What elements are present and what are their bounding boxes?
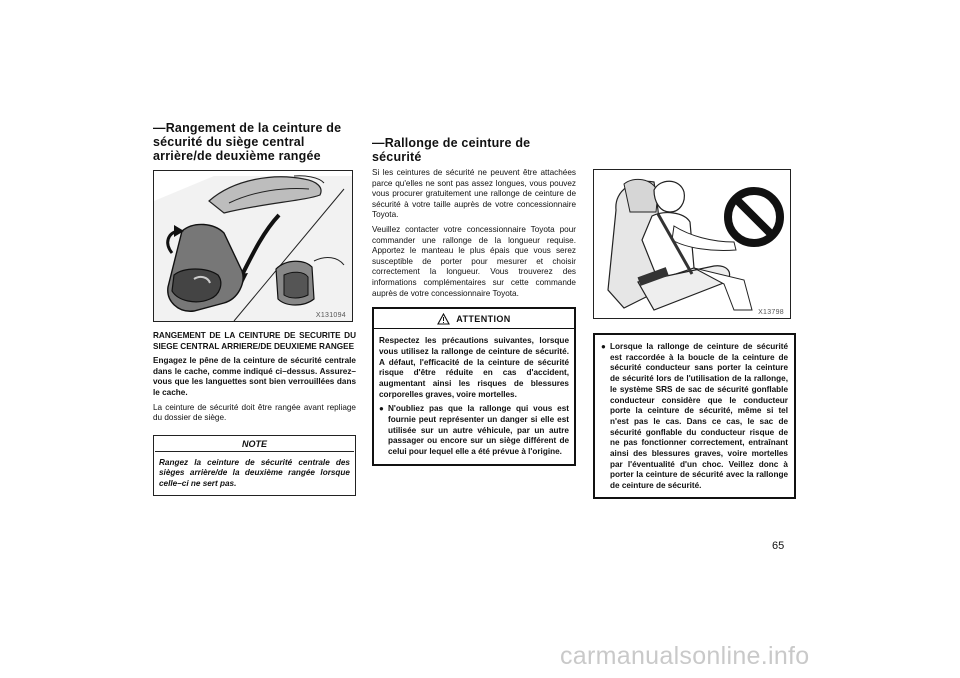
note-body: Rangez la ceinture de sécurité centrale des sièges arrière/de la deuxième rangée lorsque celle–ci ne sert pas. xyxy=(159,457,350,488)
attention-paragraph: Respectez les précautions suivantes, lorsque vous utilisez la rallonge de ceinture de sécurité. A défaut, l'efficacité de la ceinture de sécurité risque d'être réduite en cas d'accident, augmentant ainsi les risques de blessures corporelles graves, voire mortelles. xyxy=(379,336,569,399)
left-column xyxy=(153,121,356,496)
warning-body xyxy=(595,335,794,497)
figure-caption: RANGEMENT DE LA CEINTURE DE SECURITE DU SIEGE CENTRAL ARRIERE/DE DEUXIEME RANGEE xyxy=(153,331,356,351)
extender-paragraph-1: Si les ceintures de sécurité ne peuvent être attachées parce qu'elles ne sont pas assez longues, vous pouvez vous procurer gratuitement une rallonge de ceinture de sécurité à votre taille auprès de votre concessionnaire Toyota. xyxy=(372,168,576,220)
right-column xyxy=(593,169,796,499)
attention-box xyxy=(372,307,576,466)
note-box xyxy=(153,435,356,496)
warning-bullet-text: Lorsque la rallonge de ceinture de sécurité est raccordée à la boucle de la ceinture de sécurité conducteur sans porter la ceinture de sécurité lors de l'utilisation de la rallonge, le système SRS de sac de sécurité gonflable conducteur considère que le conducteur porte la ceinture de sécurité, même si tel n'est pas le cas. Dans ce cas, le sac de sécurité gonflable du conducteur risque de ne pas fonctionner correctement, entraînant ainsi des blessures graves, voire mortelles par l'éventualité d'un choc. Veillez donc à porter la ceinture de sécurité avec la rallonge de ceinture de sécurité. xyxy=(610,342,788,491)
figure-code: X131094 xyxy=(315,312,346,319)
belt-storage-illustration xyxy=(154,171,353,322)
belt-storage-figure xyxy=(153,170,353,322)
note-title: NOTE xyxy=(155,436,354,452)
warning-box xyxy=(593,333,796,499)
instruction-paragraph: Engagez le pêne de la ceinture de sécurité centrale dans le cache, comme indiqué ci–dessus. Assurez–vous que les languettes sont bien verrouillées dans le cache. xyxy=(153,356,356,397)
info-paragraph: La ceinture de sécurité doit être rangée avant repliage du dossier de siège. xyxy=(153,402,356,423)
warning-triangle-icon xyxy=(437,313,450,325)
attention-title: ATTENTION xyxy=(456,314,511,325)
extender-prohibition-figure xyxy=(593,169,791,319)
section-heading-belt-storage: —Rangement de la ceinture de sécurité du siège central arrière/de deuxième rangée xyxy=(153,121,342,163)
page-number: 65 xyxy=(772,540,785,552)
attention-header xyxy=(374,309,574,329)
figure-code: X13798 xyxy=(758,309,784,316)
bullet-icon: ● xyxy=(379,404,384,414)
extender-paragraph-2: Veuillez contacter votre concessionnaire Toyota pour commander une rallonge de la longueur requise. Apportez le manteau le plus épais que vous serez susceptible de porter pour mesurer et choisir correctement la longueur. Vous trouverez des informations complémentaires sur cette commande auprès de votre concessionnaire Toyota. xyxy=(372,224,576,298)
watermark: carmanualsonline.info xyxy=(560,642,810,670)
attention-bullet xyxy=(379,404,569,458)
middle-column xyxy=(372,136,576,466)
seated-person-illustration xyxy=(594,170,791,319)
prohibition-circle-icon xyxy=(728,191,780,243)
bullet-icon: ● xyxy=(601,342,606,351)
attention-bullet-text: N'oubliez pas que la rallonge qui vous est fournie peut représenter un danger si elle est utilisée sur un autre véhicule, par un autre passager ou encore sur un siège différent de celui pour lequel elle a été prévue à l'origine. xyxy=(388,404,569,457)
warning-bullet xyxy=(601,342,788,492)
section-heading-belt-extender: —Rallonge de ceinture de sécurité xyxy=(372,136,531,164)
attention-body xyxy=(374,329,574,464)
